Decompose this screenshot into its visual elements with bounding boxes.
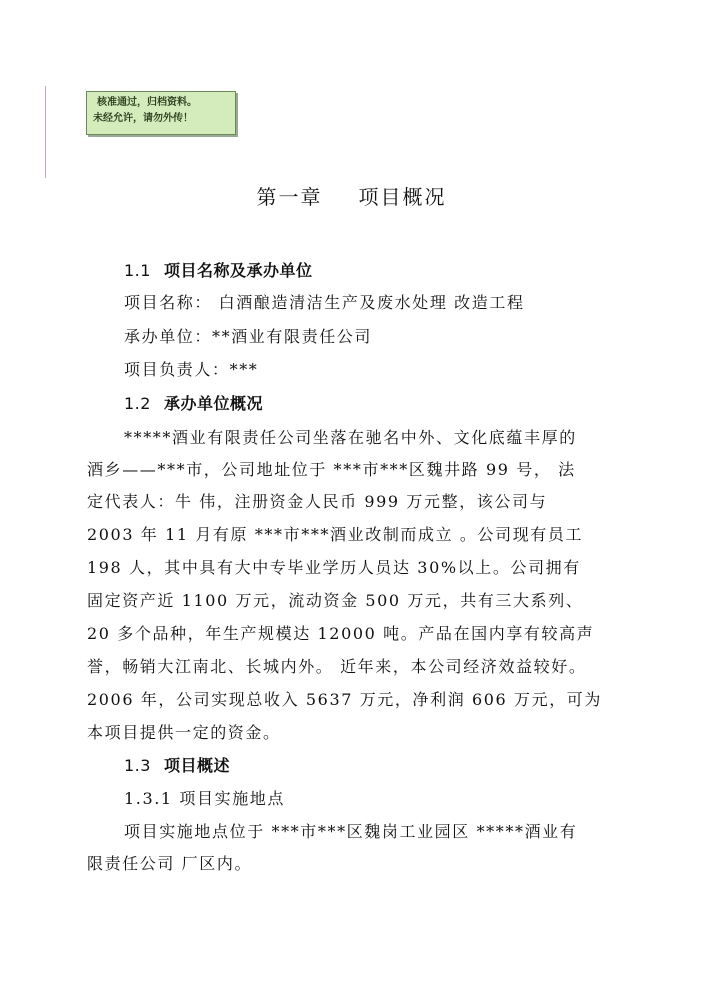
section-1-3-heading xyxy=(124,755,230,777)
chapter-prefix: 第一章 xyxy=(256,185,323,209)
body-line: 固定资产近 1100 万元，流动资金 500 万元，共有三大系列、 xyxy=(87,591,584,610)
project-name-line: 项目名称： 白酒酿造清洁生产及废水处理 改造工程 xyxy=(124,293,525,312)
chapter-name: 项目概况 xyxy=(358,185,447,209)
stamp-line-2: 未经允许，请勿外传！ xyxy=(93,113,193,124)
body-line: 誉，畅销大江南北、长城内外。 近年来，本公司经济效益较好。 xyxy=(87,657,587,676)
section-title: 承办单位概况 xyxy=(164,394,264,413)
body-line: 198 人，其中具有大中专毕业学历人员达 30%以上。公司拥有 xyxy=(87,558,581,577)
chapter-title xyxy=(0,181,703,210)
section-number: 1.1 xyxy=(124,261,151,280)
body-line: *****酒业有限责任公司坐落在驰名中外、文化底蕴丰厚的 xyxy=(124,428,577,447)
body-line: 限责任公司 厂区内。 xyxy=(87,854,253,873)
body-line: 2006 年，公司实现总收入 5637 万元，净利润 606 万元，可为 xyxy=(87,690,603,709)
section-number: 1.2 xyxy=(124,394,151,413)
body-line: 20 多个品种，年生产规模达 12000 吨。产品在国内享有较高声 xyxy=(87,624,595,643)
subsection-1-3-1-heading: 1.3.1 项目实施地点 xyxy=(124,789,285,808)
section-1-2-heading xyxy=(124,393,263,415)
section-title: 项目概述 xyxy=(164,756,231,775)
stamp-line-1: 核准通过，归档资料。 xyxy=(97,97,197,108)
body-line: 酒乡——***市，公司地址位于 ***市***区魏井路 99 号， 法 xyxy=(87,460,576,479)
body-line: 本项目提供一定的资金。 xyxy=(87,723,281,742)
body-line: 项目实施地点位于 ***市***区魏岗工业园区 *****酒业有 xyxy=(124,822,578,841)
project-leader-line: 项目负责人：*** xyxy=(124,360,259,379)
body-line: 定代表人：牛 伟，注册资金人民币 999 万元整，该公司与 xyxy=(87,492,548,511)
section-title: 项目名称及承办单位 xyxy=(164,261,313,280)
section-number: 1.3 xyxy=(124,756,151,775)
approval-stamp xyxy=(86,91,236,135)
undertaking-unit-line: 承办单位：**酒业有限责任公司 xyxy=(124,327,373,346)
margin-line xyxy=(45,86,46,178)
section-1-1-heading xyxy=(124,260,313,282)
body-line: 2003 年 11 月有原 ***市***酒业改制而成立 。公司现有员工 xyxy=(87,525,584,544)
